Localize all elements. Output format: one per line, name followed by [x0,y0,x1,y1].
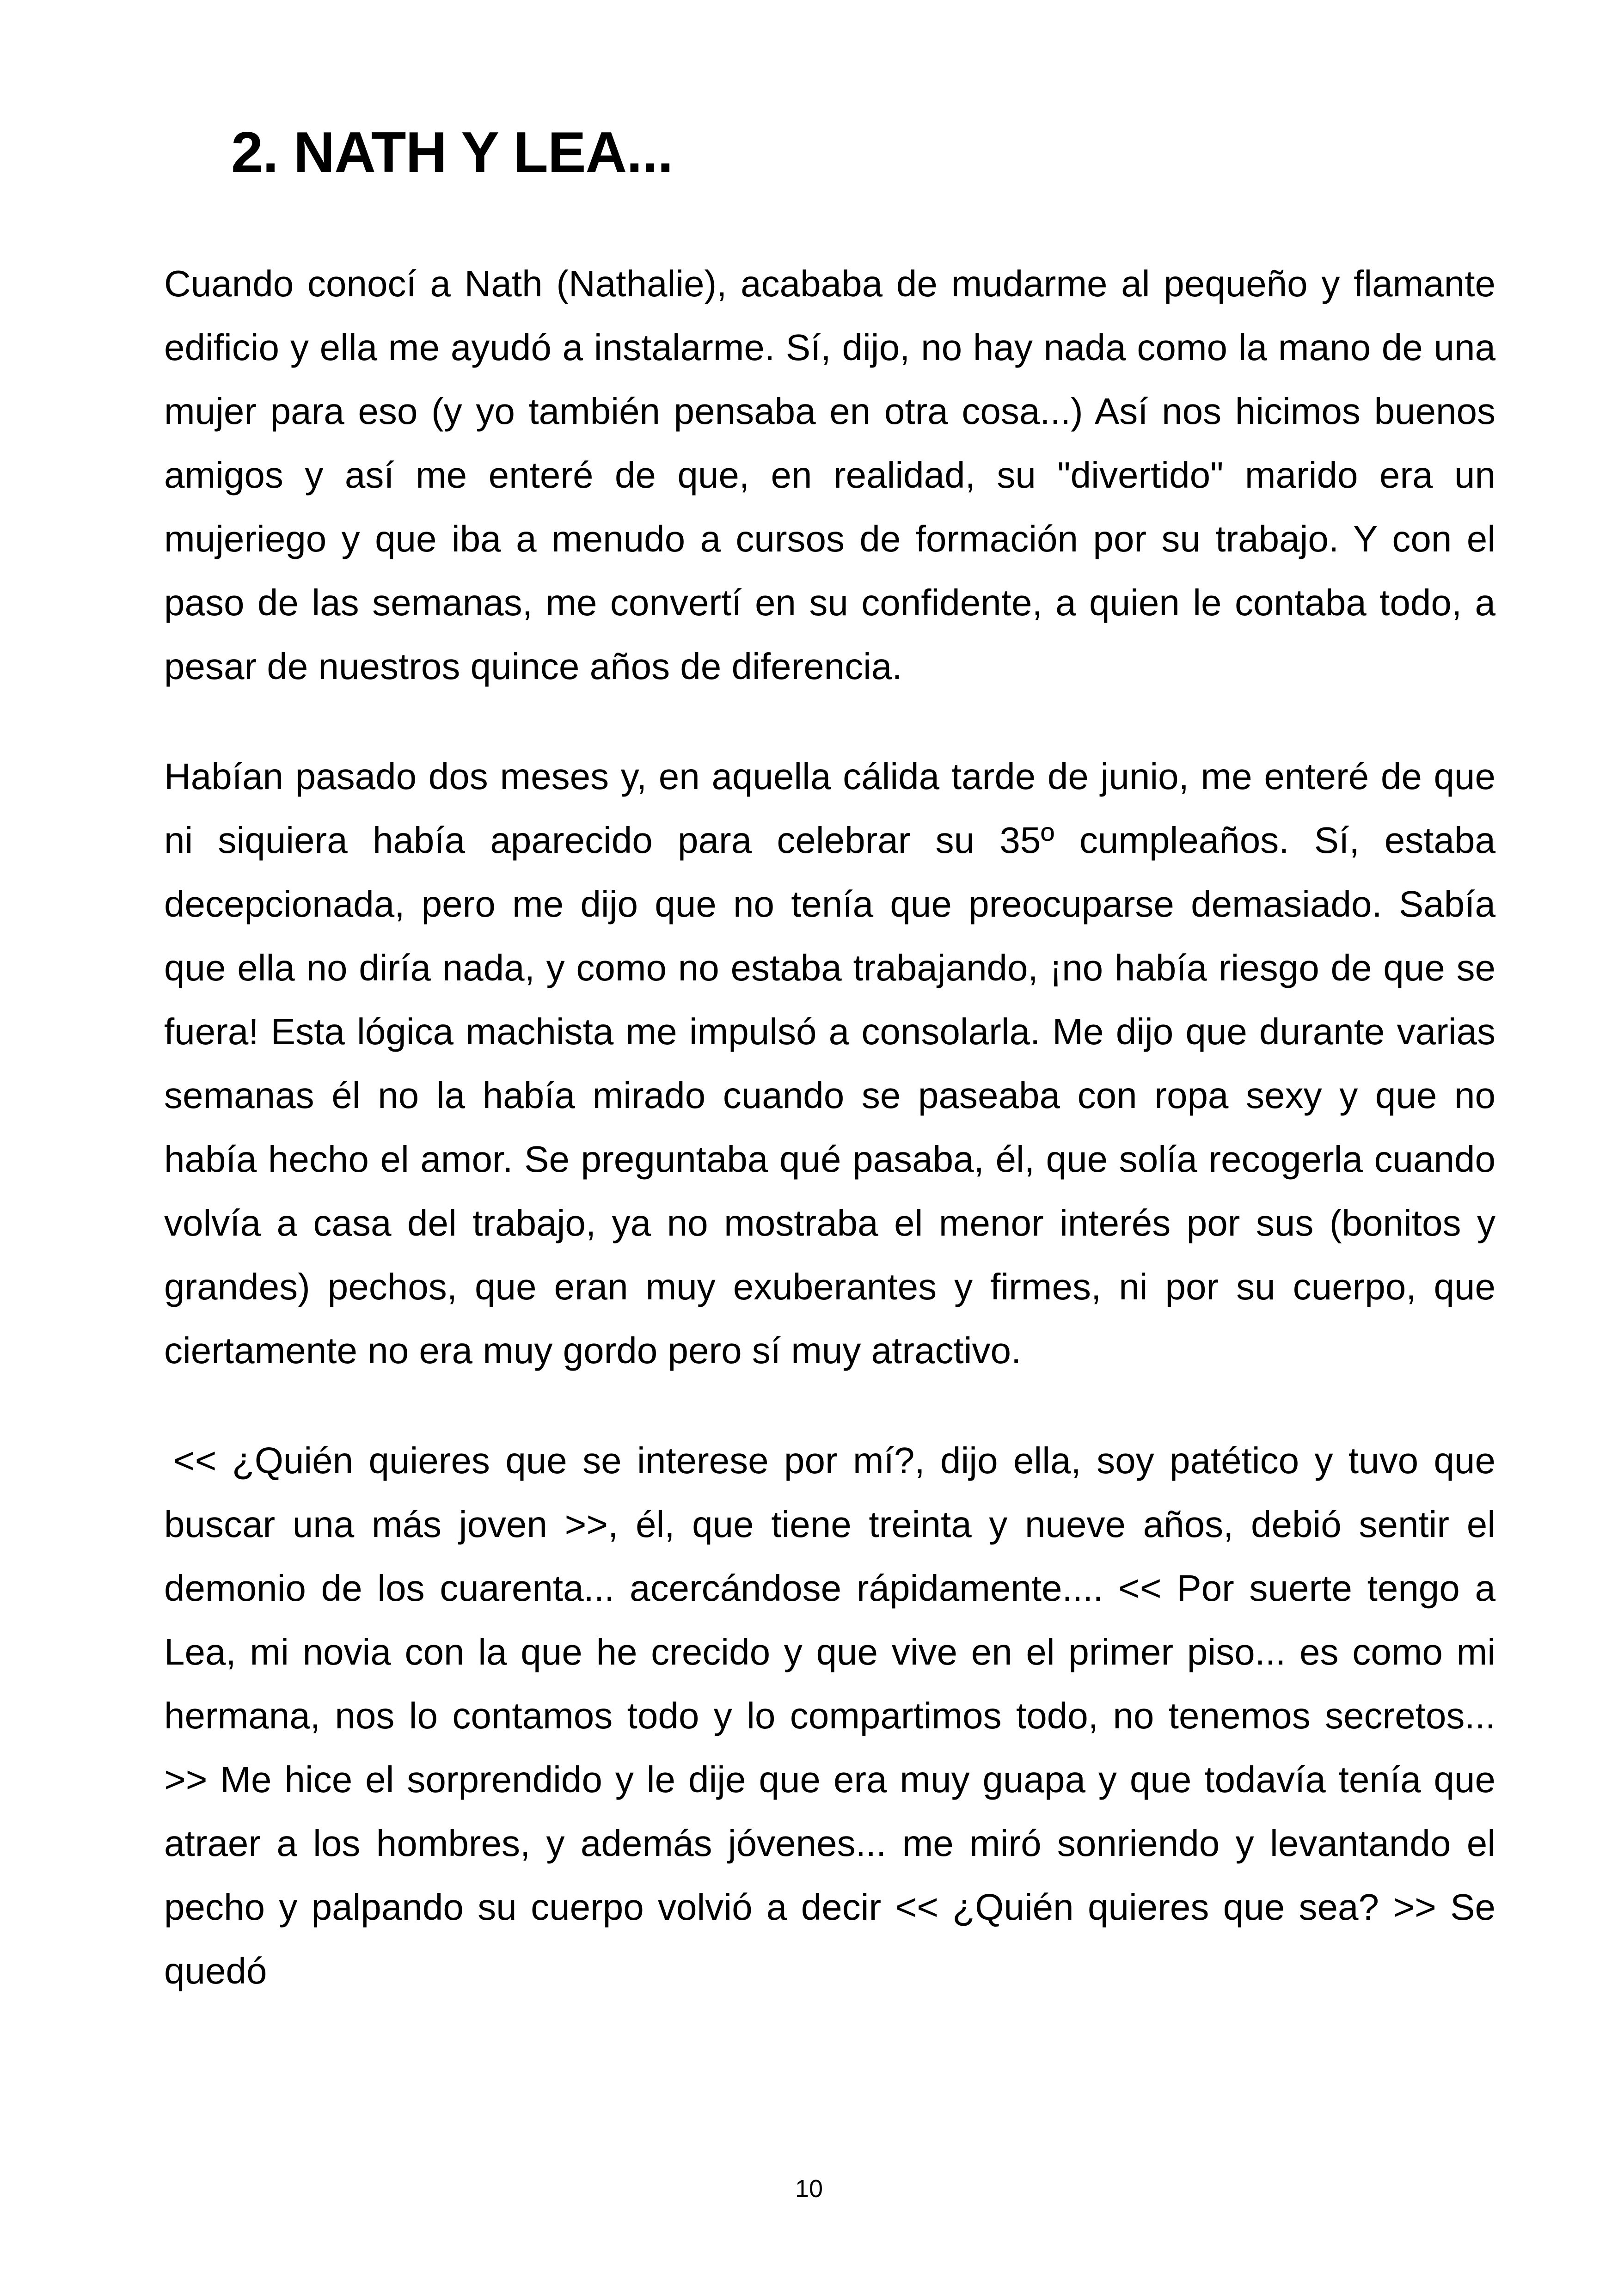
page-number: 10 [795,2175,823,2203]
body-text [164,252,1495,2049]
paragraph-2: Habían pasado dos meses y, en aquella cálida tarde de junio, me enteré de que ni siquiera había aparecido para celebrar su 35º cumpleaños. Sí, estaba decepcionada, pero me dijo que no tenía que preocuparse demasiado. Sabía que ella no diría nada, y como no estaba trabajando, ¡no había riesgo de que se fuera! Esta lógica machista me impulsó a consolarla. Me dijo que durante varias semanas él no la había mirado cuando se paseaba con ropa sexy y que no había hecho el amor. Se preguntaba qué pasaba, él, que solía recogerla cuando volvía a casa del trabajo, ya no mostraba el menor interés por sus (bonitos y grandes) pechos, que eran muy exuberantes y firmes, ni por su cuerpo, que ciertamente no era muy gordo pero sí muy atractivo. [164,756,1495,1371]
paragraph-3: << ¿Quién quieres que se interese por mí?, dijo ella, soy patético y tuvo que buscar una más joven >>, él, que tiene treinta y nueve años, debió sentir el demonio de los cuarenta... acercándose rápidamente.... << Por suerte tengo a Lea, mi novia con la que he crecido y que vive en el primer piso... es como mi hermana, nos lo contamos todo y lo compartimos todo, no tenemos secretos... >> Me hice el sorprendido y le dije que era muy guapa y que todavía tenía que atraer a los hombres, y además jóvenes... me miró sonriendo y levantando el pecho y palpando su cuerpo volvió a decir << ¿Quién quieres que sea? >> Se quedó [164,1440,1495,1991]
chapter-title: 2. NATH Y LEA... [231,121,673,184]
paragraph-1: Cuando conocí a Nath (Nathalie), acababa de mudarme al pequeño y flamante edificio y ella me ayudó a instalarme. Sí, dijo, no hay nada como la mano de una mujer para eso (y yo también pensaba en otra cosa...) Así nos hicimos buenos amigos y así me enteré de que, en realidad, su "divertido" marido era un mujeriego y que iba a menudo a cursos de formación por su trabajo. Y con el paso de las semanas, me convertí en su confidente, a quien le contaba todo, a pesar de nuestros quince años de diferencia. [164,263,1495,687]
